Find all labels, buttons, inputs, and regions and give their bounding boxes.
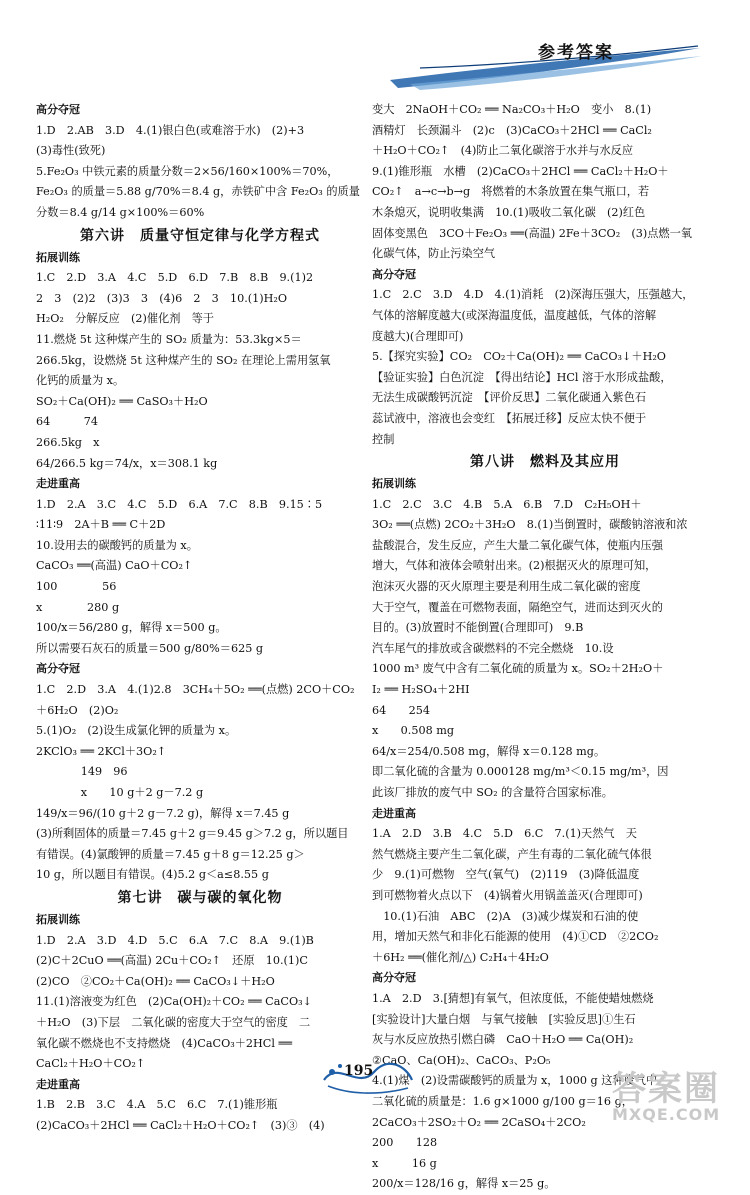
answer-line: 有错误。(4)氯酸钾的质量＝7.45 g＋8 g＝12.25 g＞ xyxy=(36,847,305,861)
subsection-label: 拓展训练 xyxy=(372,477,416,491)
answer-line: 1.D 2.AB 3.D 4.(1)银白色(或难溶于水) (2)+3 xyxy=(36,123,305,137)
watermark-logo: 答案圈 xyxy=(612,1069,720,1109)
left-column xyxy=(36,100,364,1137)
answer-line: 1.C 2.D 3.A 4.C 5.D 6.D 7.B 8.B 9.(1)2 xyxy=(36,271,314,285)
page-number: 195 xyxy=(344,1063,374,1079)
answer-line: 1.C 2.C 3.C 4.B 5.A 6.B 7.D C₂H₅OH＋ xyxy=(372,497,642,511)
answer-line: 灰与水反应放热引燃白磷 CaO＋H₂O ══ Ca(OH)₂ xyxy=(372,1033,634,1047)
answer-line: 149 96 xyxy=(36,765,128,779)
subsection-label: 高分夺冠 xyxy=(36,103,80,116)
subsection-label: 高分夺冠 xyxy=(372,267,416,281)
answer-line: [实验设计]大量白烟 与氧气接触 [实验反思]①生石 xyxy=(372,1012,636,1026)
answer-line: 目的。(3)放置时不能倒置(合理即可) 9.B xyxy=(372,621,584,635)
answer-line: ＋H₂O＋CO₂↑ (4)防止二氧化碳溶于水并与水反应 xyxy=(372,144,634,158)
answer-line: 度越大)(合理即可) xyxy=(372,329,464,343)
answer-line: 然气燃烧主要产生二氧化碳，产生有毒的二氧化硫气体很 xyxy=(372,847,652,861)
right-column xyxy=(372,100,721,1195)
answer-line: 氧化碳不燃烧也不支持燃烧 (4)CaCO₃＋2HCl ══ xyxy=(36,1036,292,1050)
answer-line: 4.(1)煤 (2)设需碳酸钙的质量为 x，1000 g 这种废气中 xyxy=(372,1074,658,1088)
answer-line: 盐酸混合，发生反应，产生大量二氧化碳气体，使瓶内压强 xyxy=(372,538,663,552)
answer-line: 1000 m³ 废气中含有二氧化硫的质量为 x。SO₂＋2H₂O＋ xyxy=(372,662,664,676)
subsection-label: 高分夺冠 xyxy=(36,662,80,676)
answer-line: 10.设用去的碳酸钙的质量为 x。 xyxy=(36,538,198,552)
answer-line: 64 254 xyxy=(372,703,430,717)
answer-line: 9.(1)锥形瓶 水槽 (2)CaCO₃＋2HCl ══ CaCl₂＋H₂O＋ xyxy=(372,164,669,178)
answer-line: (2)C＋2CuO ══(高温) 2Cu＋CO₂↑ 还原 10.(1)C xyxy=(36,954,308,968)
answer-line: 64/266.5 kg＝74/x，x＝308.1 kg xyxy=(36,456,218,470)
answer-line: CO₂↑ a→c→b→g 将燃着的木条放置在集气瓶口，若 xyxy=(372,185,650,199)
answer-line: 【验证实验】白色沉淀 【得出结论】HCl 溶于水形成盐酸， xyxy=(372,370,672,384)
answer-line: H₂O₂ 分解反应 (2)催化剂 等于 xyxy=(36,312,214,326)
subsection-label: 拓展训练 xyxy=(36,250,80,264)
answer-line: 100 56 xyxy=(36,580,117,594)
answer-line: CaCO₃ ══(高温) CaO＋CO₂↑ xyxy=(36,559,193,573)
answer-line: (3)所剩固体的质量＝7.45 g＋2 g＝9.45 g＞7.2 g，所以题目 xyxy=(36,827,349,841)
answer-line: SO₂＋Ca(OH)₂ ══ CaSO₃＋H₂O xyxy=(36,394,208,408)
answer-line: x 280 g xyxy=(36,600,120,614)
answer-line: x 16 g xyxy=(372,1156,437,1170)
answer-line: 64 74 xyxy=(36,415,99,429)
answer-line: 用，增加天然气和非化石能源的使用 (4)①CD ②2CO₂ xyxy=(372,930,659,944)
answer-line: 此该厂排放的废气中 SO₂ 的含量符合国家标准。 xyxy=(372,786,613,799)
answer-line: ＋H₂O (3)下层 二氧化碳的密度大于空气的密度 二 xyxy=(36,1015,311,1029)
answer-line: 大于空气，覆盖在可燃物表面，隔绝空气，进而达到灭火的 xyxy=(372,600,663,614)
answer-line: 200/x＝128/16 g，解得 x＝25 g。 xyxy=(372,1177,556,1191)
answer-line: 1.B 2.B 3.C 4.A 5.C 6.C 7.(1)锥形瓶 xyxy=(36,1098,278,1112)
header-title: 参考答案 xyxy=(538,43,614,63)
answer-line: 2 3 (2)2 (3)3 3 (4)6 2 3 10.(1)H₂O xyxy=(36,291,288,305)
answer-line: 1.D 2.A 3.D 4.D 5.C 6.A 7.C 8.A 9.(1)B xyxy=(36,933,314,947)
answer-line: 酒精灯 长颈漏斗 (2)c (3)CaCO₃＋2HCl ══ CaCl₂ xyxy=(372,123,652,137)
answer-line: 气体的溶解度越大(或深海温度低，温度越低，气体的溶解 xyxy=(372,308,657,322)
answer-line: 5.(1)O₂ (2)设生成氯化钾的质量为 x。 xyxy=(36,724,237,738)
answer-line: 5.Fe₂O₃ 中铁元素的质量分数＝2×56/160×100%＝70%， xyxy=(36,164,339,178)
answer-line: 1.D 2.A 3.C 4.C 5.D 6.A 7.C 8.B 9.15∶5 xyxy=(36,497,323,511)
answer-line: 3O₂ ══(点燃) 2CO₂＋3H₂O 8.(1)当倒置时，碳酸钠溶液和浓 xyxy=(372,518,688,532)
watermark-url: MXQE.COM xyxy=(612,1105,721,1124)
answer-line: 少 9.(1)可燃物 空气(氧气) (2)119 (3)降低温度 xyxy=(372,868,640,882)
answer-line: 分数＝8.4 g/14 g×100%＝60% xyxy=(36,205,205,219)
answer-line: (3)毒性(致死) xyxy=(36,144,106,158)
answer-line: (2)CO ②CO₂＋Ca(OH)₂ ══ CaCO₃↓＋H₂O xyxy=(36,974,275,988)
answer-line: 化碳气体，防止污染空气 xyxy=(372,247,496,261)
answer-line: 变大 2NaOH＋CO₂ ══ Na₂CO₃＋H₂O 变小 8.(1) xyxy=(372,103,652,116)
answer-line: 200 128 xyxy=(372,1136,438,1150)
answer-line: 1.A 2.D 3.B 4.C 5.D 6.C 7.(1)天然气 天 xyxy=(372,827,637,841)
answer-line: 到可燃物着火点以下 (4)锅着火用锅盖盖灭(合理即可) xyxy=(372,888,643,902)
answer-line: 控制 xyxy=(372,432,395,446)
answer-line: 蕊试液中，溶液也会变红 【拓展迁移】反应太快不便于 xyxy=(372,411,647,425)
answer-line: 无法生成碳酸钙沉淀 【评价反思】二氧化碳通入紫色石 xyxy=(372,391,647,405)
answer-line: x 0.508 mg xyxy=(372,724,455,738)
answer-line: 汽车尾气的排放或含碳燃料的不完全燃烧 10.设 xyxy=(372,641,614,655)
answer-line: Fe₂O₃ 的质量＝5.88 g/70%＝8.4 g，赤铁矿中含 Fe₂O₃ 的质量 xyxy=(36,185,360,199)
answer-line: ∶11∶9 2A＋B ══ C＋2D xyxy=(36,518,166,532)
section-heading: 第七讲 碳与碳的氧化物 xyxy=(117,889,283,906)
answer-line: (2)CaCO₃＋2HCl ══ CaCl₂＋H₂O＋CO₂↑ (3)③ (4) xyxy=(36,1118,325,1132)
answer-line: 149/x＝96/(10 g＋2 g－7.2 g)，解得 x＝7.45 g xyxy=(36,806,290,820)
answer-line: 2KClO₃ ══ 2KCl＋3O₂↑ xyxy=(36,744,167,758)
answer-line: 二氧化硫的质量是：1.6 g×1000 g/100 g＝16 g， xyxy=(372,1094,633,1108)
answer-line: 固体变黑色 3CO＋Fe₂O₃ ══(高温) 2Fe＋3CO₂ (3)点燃一氧 xyxy=(372,226,692,240)
answer-line: 所以需要石灰石的质量＝500 g/80%＝625 g xyxy=(36,641,264,655)
answer-line: 增大，气体和液体会喷射出来。(2)根据灭火的原理可知， xyxy=(372,559,657,573)
answer-line: ＋6H₂O (2)O₂ xyxy=(36,703,119,717)
answer-line: 11.(1)溶液变为红色 (2)Ca(OH)₂＋CO₂ ══ CaCO₃↓ xyxy=(36,995,312,1009)
answer-line: 5.【探究实验】CO₂ CO₂＋Ca(OH)₂ ══ CaCO₃↓＋H₂O xyxy=(372,350,666,364)
answer-line: 化钙的质量为 x。 xyxy=(36,374,125,388)
answer-line: 即二氧化硫的含量为 0.000128 mg/m³＜0.15 mg/m³，因 xyxy=(372,765,669,779)
subsection-label: 走进重高 xyxy=(36,477,80,491)
answer-line: 1.A 2.D 3.[猜想]有氧气，但浓度低，不能使蜡烛燃烧 xyxy=(372,991,654,1005)
answer-line: ＋6H₂ ══(催化剂/△) C₂H₄＋4H₂O xyxy=(372,950,549,964)
answer-line: 64/x＝254/0.508 mg，解得 x＝0.128 mg。 xyxy=(372,744,606,758)
answer-line: 2CaCO₃＋2SO₂＋O₂ ══ 2CaSO₄＋2CO₂ xyxy=(372,1115,586,1129)
answer-line: 1.C 2.C 3.D 4.D 4.(1)消耗 (2)深海压强大，压强越大， xyxy=(372,288,694,302)
subsection-label: 拓展训练 xyxy=(36,912,80,926)
answer-line: 10.(1)石油 ABC (2)A (3)减少煤炭和石油的使 xyxy=(372,909,639,923)
answer-line: 木条熄灭，说明收集满 10.(1)吸收二氧化碳 (2)红色 xyxy=(372,205,646,219)
answer-line: CaCl₂＋H₂O＋CO₂↑ xyxy=(36,1057,146,1071)
answer-line: 266.5kg x xyxy=(36,435,100,449)
subsection-label: 走进重高 xyxy=(36,1077,80,1091)
answer-line: x 10 g＋2 g－7.2 g xyxy=(36,786,204,799)
subsection-label: 高分夺冠 xyxy=(372,971,416,985)
answer-line: ②CaO、Ca(OH)₂、CaCO₃、P₂O₅ xyxy=(372,1053,551,1067)
answer-line: 泡沫灭火器的灭火原理主要是利用生成二氧化碳的密度 xyxy=(372,580,641,594)
subsection-label: 走进重高 xyxy=(372,806,416,820)
answer-line: 10 g，所以题目有错误。(4)5.2 g＜a≤8.55 g xyxy=(36,868,269,882)
answer-line: 100/x＝56/280 g，解得 x＝500 g。 xyxy=(36,621,227,635)
answer-line: I₂ ══ H₂SO₄＋2HI xyxy=(372,683,470,697)
watermark xyxy=(612,1069,721,1124)
section-heading: 第六讲 质量守恒定律与化学方程式 xyxy=(80,227,320,244)
answer-line: 11.燃烧 5t 这种煤产生的 SO₂ 质量为：53.3kg×5＝ xyxy=(36,332,302,346)
section-heading: 第八讲 燃料及其应用 xyxy=(470,454,620,471)
answer-line: 1.C 2.D 3.A 4.(1)2.8 3CH₄＋5O₂ ══(点燃) 2CO＋CO₂ xyxy=(36,683,355,697)
answer-line: 266.5kg，设燃烧 5t 这种煤产生的 SO₂ 在理论上需用氢氧 xyxy=(36,353,331,367)
